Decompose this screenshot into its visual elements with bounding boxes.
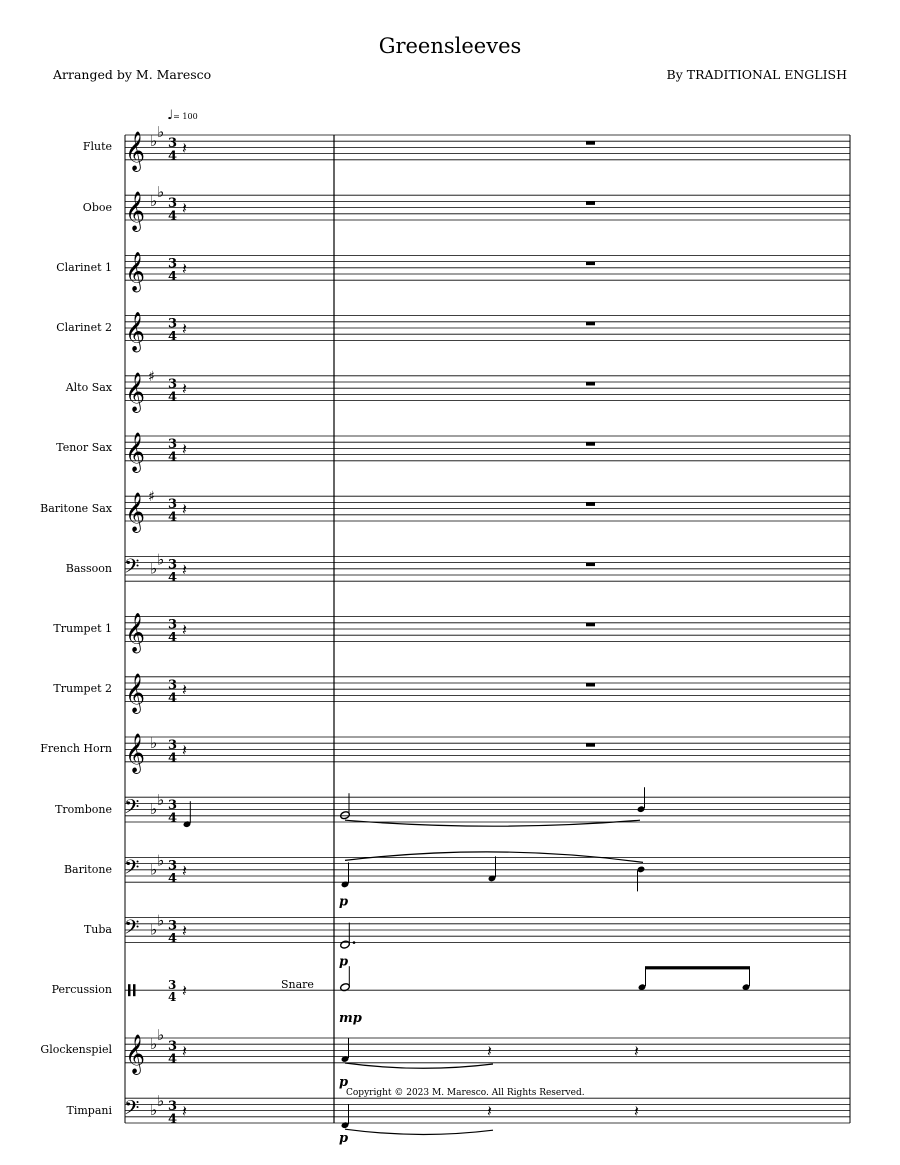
score-title: Greensleeves <box>378 34 522 58</box>
flat-icon: ♭ <box>150 192 158 211</box>
quarter-rest-icon: 𝄽 <box>182 740 187 760</box>
instrument-label: Alto Sax <box>65 381 112 395</box>
time-signature-denominator: 4 <box>168 630 178 646</box>
treble-clef-icon: 𝄞 <box>125 733 146 773</box>
flat-icon: ♭ <box>157 123 165 141</box>
flat-icon: ♭ <box>150 920 158 939</box>
instrument-label: Clarinet 1 <box>56 260 112 274</box>
staff-tuba <box>124 915 850 950</box>
time-signature-denominator: 4 <box>168 811 178 827</box>
instrument-label: Trumpet 2 <box>53 682 112 696</box>
percussion-clef-icon <box>133 984 136 996</box>
time-signature-denominator: 4 <box>168 329 178 345</box>
whole-rest-icon <box>586 382 595 386</box>
staff-trumpet-1 <box>125 617 850 642</box>
whole-rest-icon <box>586 322 595 326</box>
instrument-label: Trombone <box>55 802 112 816</box>
quarter-rest-icon: 𝄽 <box>634 1101 639 1121</box>
instrument-label: Flute <box>82 140 112 154</box>
instrument-label: Glockenspiel <box>40 1043 112 1057</box>
time-signature-numerator: 3 <box>168 617 178 633</box>
flat-icon: ♭ <box>150 132 158 150</box>
bass-clef-icon: 𝄢 <box>124 795 140 824</box>
composer-credit: By TRADITIONAL ENGLISH <box>666 67 847 82</box>
treble-clef-icon: 𝄞 <box>125 612 146 653</box>
whole-rest-icon <box>586 743 595 747</box>
instrument-label: Tuba <box>83 923 112 936</box>
quarter-rest-icon: 𝄽 <box>182 499 187 519</box>
treble-clef-icon: 𝄞 <box>125 492 146 533</box>
percussion-instrument-label: Snare <box>281 978 314 991</box>
time-signature-numerator: 3 <box>168 316 178 332</box>
flat-icon: ♭ <box>150 860 158 879</box>
time-signature-numerator: 3 <box>168 918 178 934</box>
time-signature-denominator: 4 <box>168 149 178 164</box>
quarter-rest-icon: 𝄽 <box>182 198 187 218</box>
treble-clef-icon: 𝄞 <box>125 371 146 412</box>
whole-rest-icon <box>586 262 595 266</box>
treble-clef-icon: 𝄞 <box>125 251 146 292</box>
quarter-rest-icon: 𝄽 <box>182 258 187 278</box>
treble-clef-icon: 𝄞 <box>125 432 146 472</box>
time-signature-numerator: 3 <box>168 497 178 513</box>
flat-icon: ♭ <box>157 1092 165 1111</box>
time-signature-numerator: 3 <box>168 1039 178 1054</box>
instrument-label: Percussion <box>51 983 112 997</box>
sharp-icon: ♯ <box>148 368 155 385</box>
time-signature-numerator: 3 <box>168 437 178 452</box>
quarter-rest-icon: 𝄽 <box>182 439 187 459</box>
staff-alto-sax <box>125 376 850 401</box>
instrument-label: French Horn <box>40 742 112 756</box>
time-signature-denominator: 4 <box>168 990 177 1005</box>
treble-clef-icon: 𝄞 <box>125 191 146 232</box>
percussion-clef-icon <box>128 984 131 996</box>
quarter-rest-icon: 𝄽 <box>182 1041 187 1061</box>
staff-flute <box>125 135 850 160</box>
quarter-rest-icon: 𝄽 <box>182 620 187 639</box>
staff-clarinet-1 <box>125 255 850 280</box>
flat-icon: ♭ <box>157 911 165 930</box>
quarter-rest-icon: 𝄽 <box>182 921 187 940</box>
bass-clef-icon: 𝄢 <box>124 855 140 884</box>
staff-percussion <box>125 966 850 996</box>
augmentation-dot <box>353 941 356 944</box>
staff-baritone-sax <box>125 496 850 521</box>
tie <box>345 1063 493 1068</box>
time-signature-denominator: 4 <box>168 871 178 887</box>
time-signature-numerator: 3 <box>168 1099 178 1115</box>
flat-icon: ♭ <box>157 791 165 810</box>
arranger-credit: Arranged by M. Maresco <box>53 67 212 82</box>
time-signature-numerator: 3 <box>168 738 178 753</box>
flat-icon: ♭ <box>157 851 165 870</box>
staff-clarinet-2 <box>125 316 850 341</box>
treble-clef-icon: 𝄞 <box>125 131 146 171</box>
whole-rest-icon <box>586 442 595 446</box>
time-signature-numerator: 3 <box>168 798 178 814</box>
staff-trumpet-2 <box>125 677 850 702</box>
time-signature-denominator: 4 <box>168 389 178 405</box>
instrument-label: Baritone <box>63 862 112 876</box>
time-signature-numerator: 3 <box>168 196 178 212</box>
quarter-rest-icon: 𝄽 <box>182 680 187 700</box>
tempo-value: = 100 <box>173 112 198 121</box>
flat-icon: ♭ <box>150 1101 158 1120</box>
time-signature-denominator: 4 <box>168 690 178 706</box>
whole-rest-icon <box>586 623 595 627</box>
time-signature-numerator: 3 <box>168 978 177 993</box>
quarter-rest-icon: 𝄽 <box>487 1041 492 1061</box>
time-signature-numerator: 3 <box>168 858 178 874</box>
instrument-label: Oboe <box>82 200 112 214</box>
bass-clef-icon: 𝄢 <box>124 554 140 583</box>
flat-icon: ♭ <box>150 734 158 752</box>
time-signature-numerator: 3 <box>168 557 178 573</box>
time-signature-numerator: 3 <box>168 677 178 693</box>
tie <box>345 820 640 826</box>
instrument-label: Timpani <box>66 1103 112 1117</box>
staff-tenor-sax <box>125 436 850 461</box>
staff-trombone <box>125 787 850 828</box>
quarter-note-icon: ♩ <box>167 108 174 123</box>
whole-rest-icon <box>586 563 595 567</box>
quarter-rest-icon: 𝄽 <box>634 1041 639 1061</box>
flat-icon: ♭ <box>150 1035 158 1053</box>
dotted-half-note <box>340 940 351 949</box>
time-signature-denominator: 4 <box>168 1112 178 1128</box>
whole-rest-icon <box>586 201 595 205</box>
quarter-rest-icon: 𝄽 <box>487 1101 492 1121</box>
time-signature-numerator: 3 <box>168 136 178 151</box>
time-signature-numerator: 3 <box>168 256 178 272</box>
time-signature-denominator: 4 <box>168 1052 178 1067</box>
time-signature-denominator: 4 <box>168 209 178 225</box>
instrument-label: Bassoon <box>65 561 112 575</box>
dynamic-marking: p <box>339 1131 349 1147</box>
flat-icon: ♭ <box>157 550 165 569</box>
whole-rest-icon <box>586 141 595 145</box>
dynamic-marking: p <box>339 954 349 970</box>
treble-clef-icon: 𝄞 <box>125 672 146 713</box>
staff-oboe <box>125 195 850 220</box>
time-signature-denominator: 4 <box>168 450 178 465</box>
instrument-label: Tenor Sax <box>56 441 112 455</box>
flat-icon: ♭ <box>150 800 158 819</box>
quarter-rest-icon: 𝄽 <box>182 138 187 158</box>
dynamic-marking: mp <box>339 1011 362 1027</box>
whole-rest-icon <box>586 683 595 687</box>
instrument-label: Clarinet 2 <box>56 321 112 334</box>
dynamic-marking: p <box>339 1075 349 1090</box>
flat-icon: ♭ <box>157 183 165 202</box>
staff-baritone <box>125 852 850 892</box>
time-signature-numerator: 3 <box>168 376 178 392</box>
treble-clef-icon: 𝄞 <box>125 1034 146 1074</box>
quarter-rest-icon: 𝄽 <box>182 379 187 399</box>
whole-rest-icon <box>586 502 595 506</box>
quarter-rest-icon: 𝄽 <box>182 319 187 338</box>
flat-icon: ♭ <box>150 559 158 578</box>
eighth-beam <box>645 966 750 969</box>
bass-clef-icon: 𝄢 <box>124 915 140 944</box>
flat-icon: ♭ <box>157 1026 165 1044</box>
time-signature-denominator: 4 <box>168 931 178 947</box>
quarter-rest-icon: 𝄽 <box>182 860 187 880</box>
instrument-label: Baritone Sax <box>40 501 112 515</box>
time-signature-denominator: 4 <box>168 269 178 285</box>
quarter-rest-icon: 𝄽 <box>182 981 187 1001</box>
time-signature-denominator: 4 <box>168 510 178 526</box>
dynamic-marking: p <box>339 894 349 910</box>
bass-clef-icon: 𝄢 <box>124 1096 140 1125</box>
time-signature-denominator: 4 <box>168 751 178 766</box>
treble-clef-icon: 𝄞 <box>125 311 146 352</box>
copyright-notice: Copyright © 2023 M. Maresco. All Rights Reserved. <box>346 1088 585 1098</box>
staff-bassoon <box>125 556 850 581</box>
quarter-rest-icon: 𝄽 <box>182 1101 187 1121</box>
tie <box>345 1129 493 1134</box>
instrument-label: Trumpet 1 <box>53 622 112 635</box>
sharp-icon: ♯ <box>148 489 155 506</box>
staff-french-horn <box>125 737 850 762</box>
quarter-rest-icon: 𝄽 <box>182 559 187 579</box>
time-signature-denominator: 4 <box>168 570 178 586</box>
